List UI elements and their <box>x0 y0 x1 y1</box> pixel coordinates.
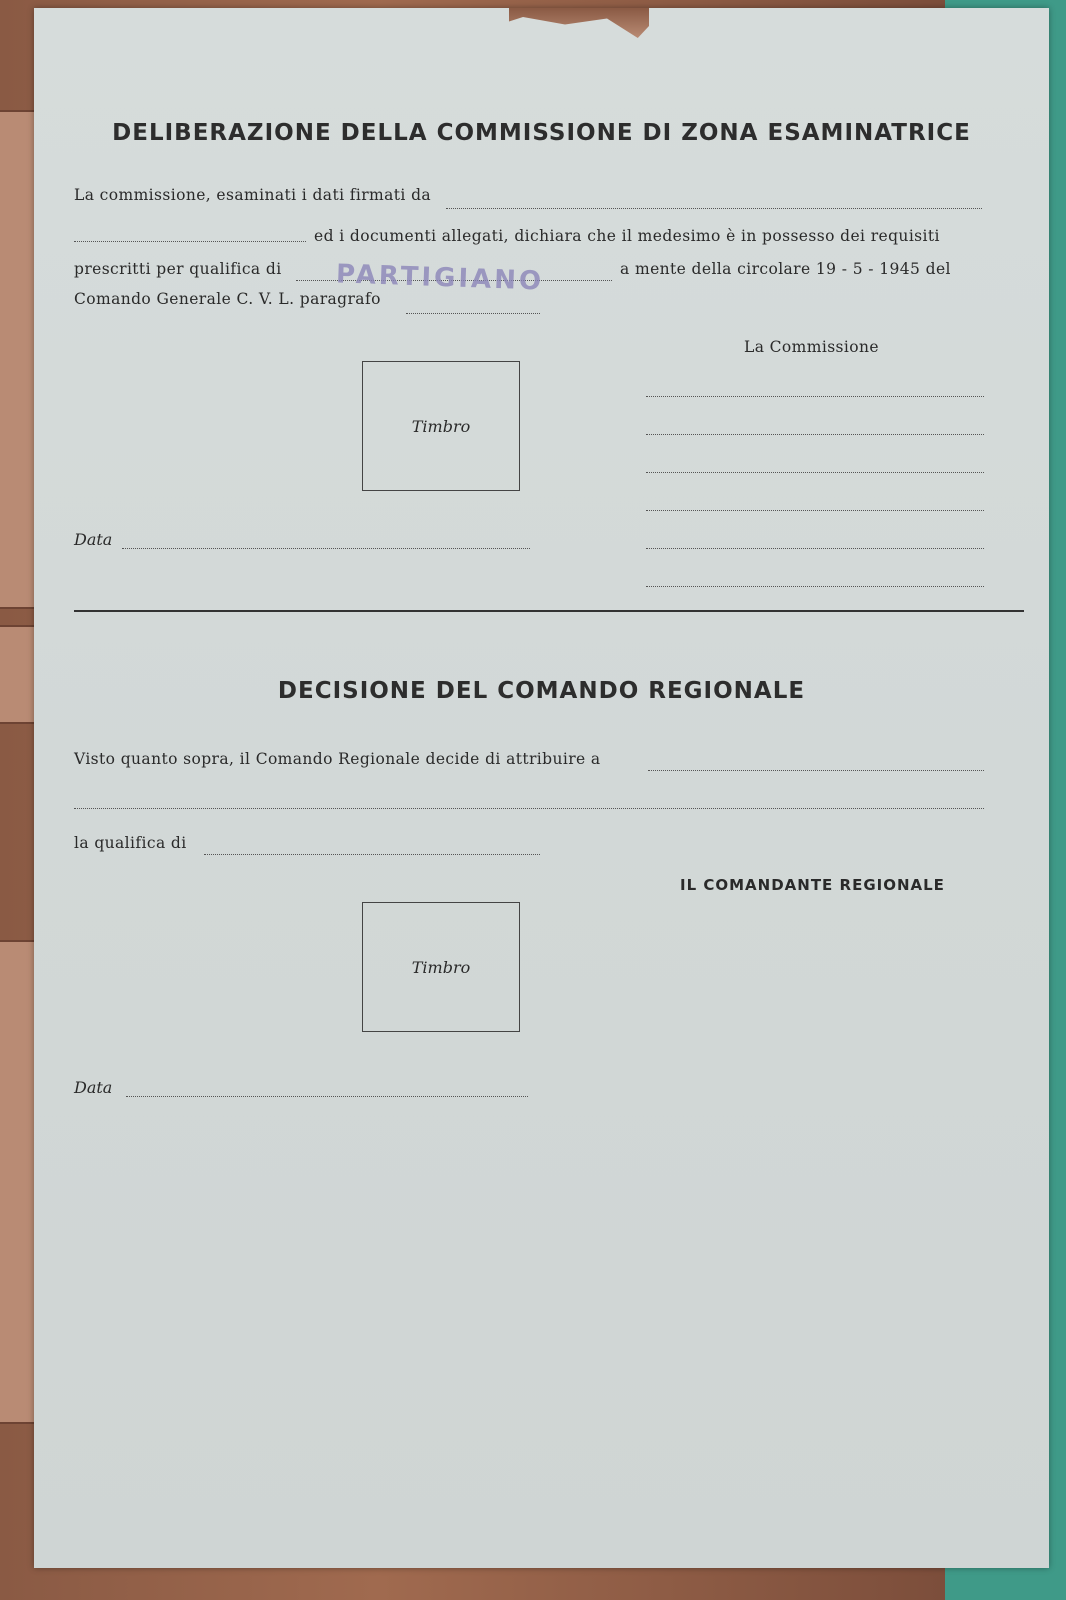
stamp-box <box>362 361 520 491</box>
background-strip <box>0 110 38 609</box>
timbro-label: Timbro <box>411 957 471 977</box>
date-field[interactable] <box>122 548 530 549</box>
section1-line2: ed i documenti allegati, dichiara che il medesimo è in possesso dei requisiti <box>314 227 940 245</box>
stamp-box <box>362 902 520 1032</box>
background-strip <box>0 625 38 724</box>
commission-signature-line[interactable] <box>646 434 984 435</box>
background-strip <box>0 940 38 1424</box>
section1-line3a: prescritti per qualifica di <box>74 260 282 278</box>
section-divider <box>74 610 1024 612</box>
timbro-label: Timbro <box>411 416 471 436</box>
commission-signature-line[interactable] <box>646 510 984 511</box>
assigned-qualification-field[interactable] <box>204 854 540 855</box>
partigiano-stamp: PARTIGIANO <box>335 259 545 297</box>
assignee-field[interactable] <box>648 770 984 771</box>
date-field[interactable] <box>126 1096 528 1097</box>
commission-signature-line[interactable] <box>646 548 984 549</box>
section2-line2: la qualifica di <box>74 834 187 852</box>
section1-line3b: a mente della circolare 19 - 5 - 1945 del <box>620 260 951 278</box>
date-label: Data <box>74 530 113 549</box>
section1-line4: Comando Generale C. V. L. paragrafo <box>74 290 381 308</box>
commission-signature-line[interactable] <box>646 472 984 473</box>
commission-signature-line[interactable] <box>646 396 984 397</box>
section2-title: DECISIONE DEL COMANDO REGIONALE <box>277 678 806 704</box>
paragraph-field[interactable] <box>406 313 540 314</box>
commission-signature-line[interactable] <box>646 586 984 587</box>
form-document <box>34 8 1049 1568</box>
signed-by-field[interactable] <box>446 208 982 209</box>
section1-title: DELIBERAZIONE DELLA COMMISSIONE DI ZONA ESAMINATRICE <box>112 120 971 146</box>
name-continuation-field[interactable] <box>74 241 306 242</box>
commission-label: La Commissione <box>744 338 879 356</box>
date-label: Data <box>74 1078 113 1097</box>
torn-corner <box>509 8 649 38</box>
section2-line1: Visto quanto sopra, il Comando Regionale decide di attribuire a <box>74 750 601 768</box>
assignee-continuation-field[interactable] <box>74 808 984 809</box>
section1-line1: La commissione, esaminati i dati firmati da <box>74 186 432 204</box>
regional-commander-label: IL COMANDANTE REGIONALE <box>680 876 945 894</box>
